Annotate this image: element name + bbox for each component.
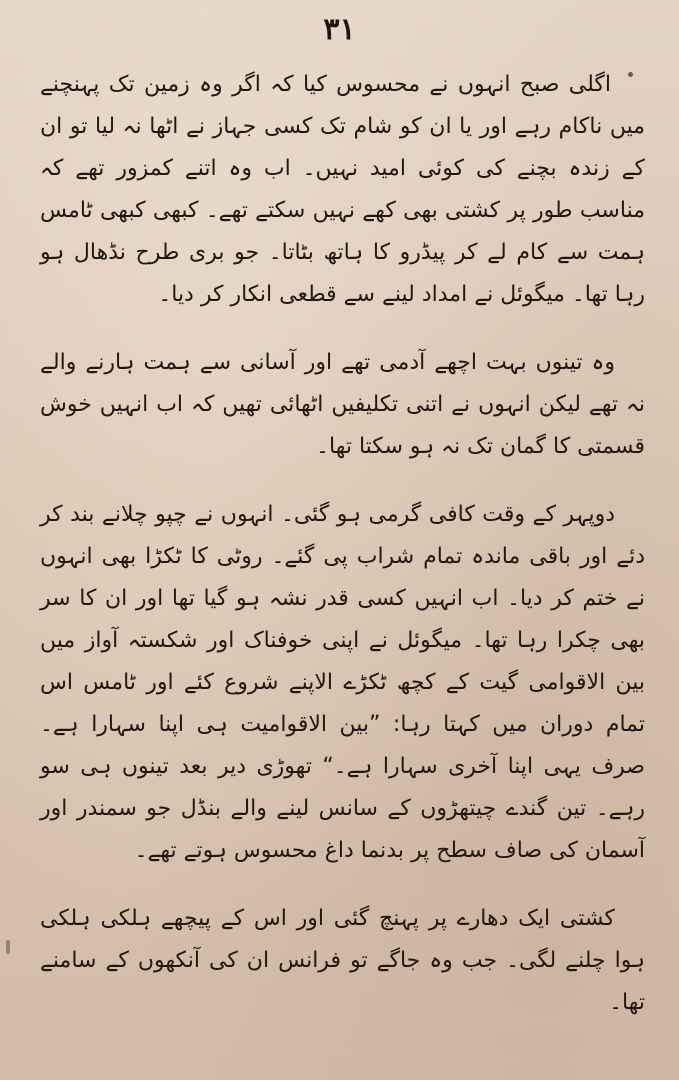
page-number: ۳۱ — [323, 12, 356, 47]
page-edge-mark — [6, 940, 10, 954]
paragraph-1: اگلی صبح انہوں نے محسوس کیا کہ اگر وہ زمین تک پہنچنے میں ناکام رہے اور یا ان کو شام تک کسی جہاز نے اٹھا نہ لیا تو ان کے زندہ بچنے کی کوئی امید نہیں۔ اب وہ اتنے کمزور تھے کہ مناسب طور پر کشتی بھی کھے نہیں سکتے تھے۔ کبھی کبھی ٹامس ہمت سے کام لے کر پیڈرو کا ہاتھ بٹاتا۔ جو بری طرح نڈھال ہو رہا تھا۔ میگوئل نے امداد لینے سے قطعی انکار کر دیا۔ — [40, 72, 645, 307]
page-body — [40, 64, 645, 1050]
paragraph-2: وہ تینوں بہت اچھے آدمی تھے اور آسانی سے ہمت ہارنے والے نہ تھے لیکن انہوں نے اتنی تکلیفیں اٹھائی تھیں کہ اب انہیں خوش قسمتی کا گمان تک نہ ہو سکتا تھا۔ — [40, 350, 645, 459]
paragraph-4: کشتی ایک دھارے پر پہنچ گئی اور اس کے پیچھے ہلکی ہلکی ہوا چلنے لگی۔ جب وہ جاگے تو فرانس ان کی آنکھوں کے سامنے تھا۔ — [40, 906, 645, 1015]
paragraph-3: دوپہر کے وقت کافی گرمی ہو گئی۔ انہوں نے چپو چلانے بند کر دئے اور باقی ماندہ تمام شراب پی گئے۔ روٹی کا ٹکڑا بھی انہوں نے ختم کر دیا۔ اب انہیں کسی قدر نشہ ہو گیا تھا اور ان کا سر بھی چکرا رہا تھا۔ میگوئل نے اپنی خوفناک اور شکستہ آواز میں بین الاقوامی گیت کے کچھ ٹکڑے الاپنے شروع کئے اور ٹامس اس تمام دوران میں کہتا رہا: ”بین الاقوامیت ہی اپنا سہارا ہے۔ صرف یہی اپنا آخری سہارا ہے۔“ تھوڑی دیر بعد تینوں ہی سو رہے۔ تین گندے چیتھڑوں کے سانس لینے والے بنڈل جو سمندر اور آسمان کی صاف سطح پر بدنما داغ محسوس ہوتے تھے۔ — [40, 502, 645, 863]
